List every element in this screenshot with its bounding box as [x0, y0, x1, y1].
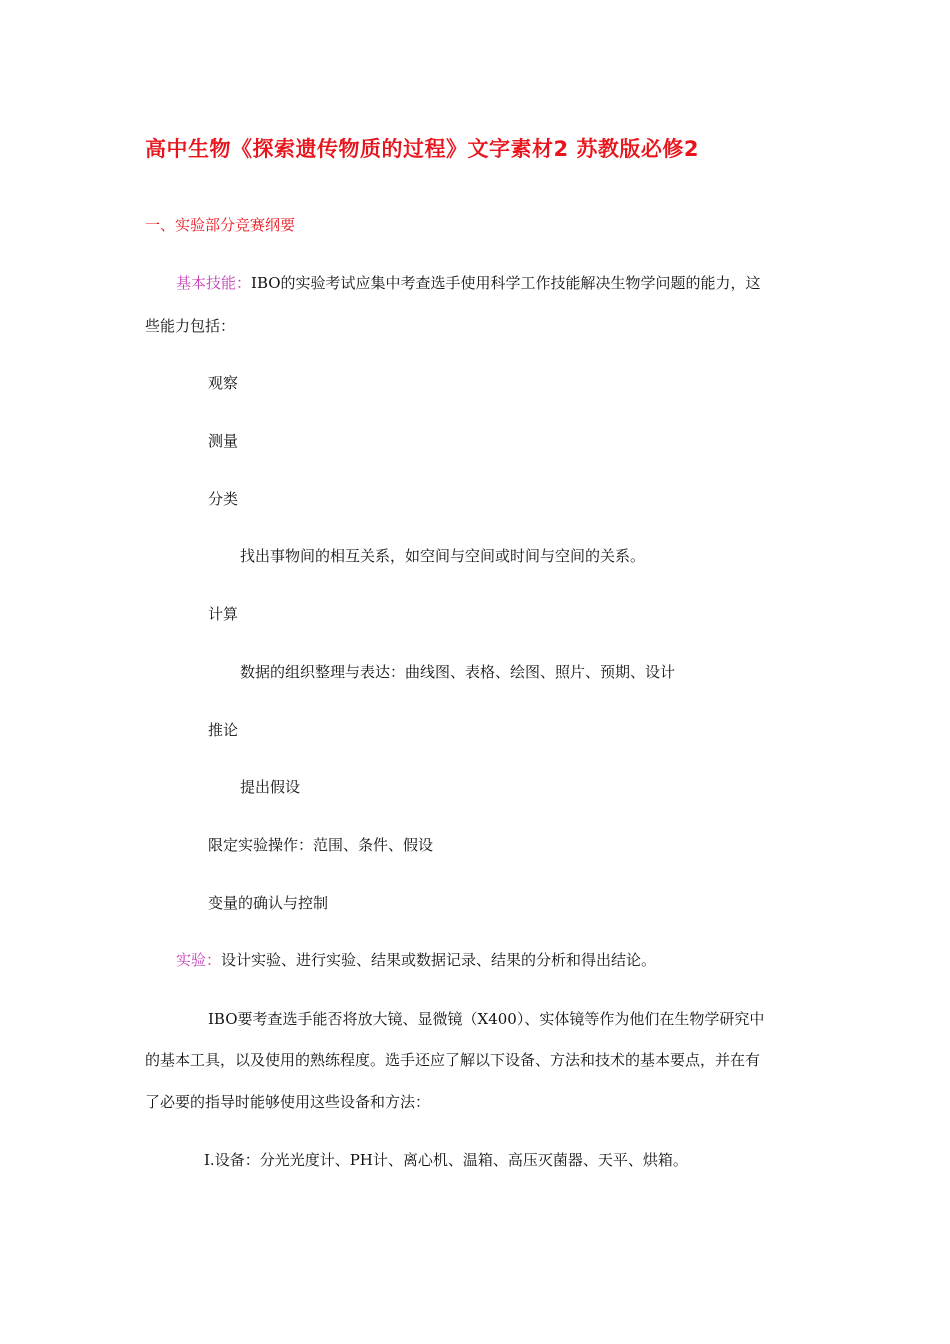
experiment-label: 实验：: [176, 951, 222, 969]
ibo-paragraph-line-3: 了必要的指导时能够使用这些设备和方法：: [145, 1093, 431, 1111]
equipment-line: Ⅰ.设备：分光光度计、PH计、离心机、温箱、高压灭菌器、天平、烘箱。: [204, 1151, 688, 1169]
section-heading: 一、实验部分竞赛纲要: [145, 216, 296, 234]
ibo-paragraph-line-1: IBO要考查选手能否将放大镜、显微镜（X400）、实体镜等作为他们在生物学研究中: [208, 1010, 765, 1028]
list-item-infer: 推论: [208, 721, 239, 739]
document-title: 高中生物《探索遗传物质的过程》文字素材2 苏教版必修2: [145, 137, 700, 161]
skills-text: IBO的实验考试应集中考查选手使用科学工作技能解决生物学问题的能力，这: [251, 274, 761, 292]
list-item-data-organization: 数据的组织整理与表达：曲线图、表格、绘图、照片、预期、设计: [240, 663, 676, 681]
ibo-paragraph-line-2: 的基本工具，以及使用的熟练程度。选手还应了解以下设备、方法和技术的基本要点，并在有: [145, 1051, 761, 1069]
list-item-relations: 找出事物间的相互关系，如空间与空间或时间与空间的关系。: [240, 547, 646, 565]
list-item-limit-operations: 限定实验操作：范围、条件、假设: [208, 836, 434, 854]
experiment-paragraph: [176, 950, 656, 970]
experiment-text: 设计实验、进行实验、结果或数据记录、结果的分析和得出结论。: [221, 951, 657, 969]
list-item-observe: 观察: [208, 374, 239, 392]
list-item-measure: 测量: [208, 432, 239, 450]
skills-label: 基本技能：: [176, 274, 252, 292]
skills-paragraph-line-2: 些能力包括：: [145, 317, 236, 335]
list-item-classify: 分类: [208, 490, 239, 508]
skills-paragraph-line-1: [176, 273, 761, 293]
list-item-calculate: 计算: [208, 605, 239, 623]
list-item-variables: 变量的确认与控制: [208, 894, 329, 912]
list-item-hypothesis: 提出假设: [240, 778, 301, 796]
